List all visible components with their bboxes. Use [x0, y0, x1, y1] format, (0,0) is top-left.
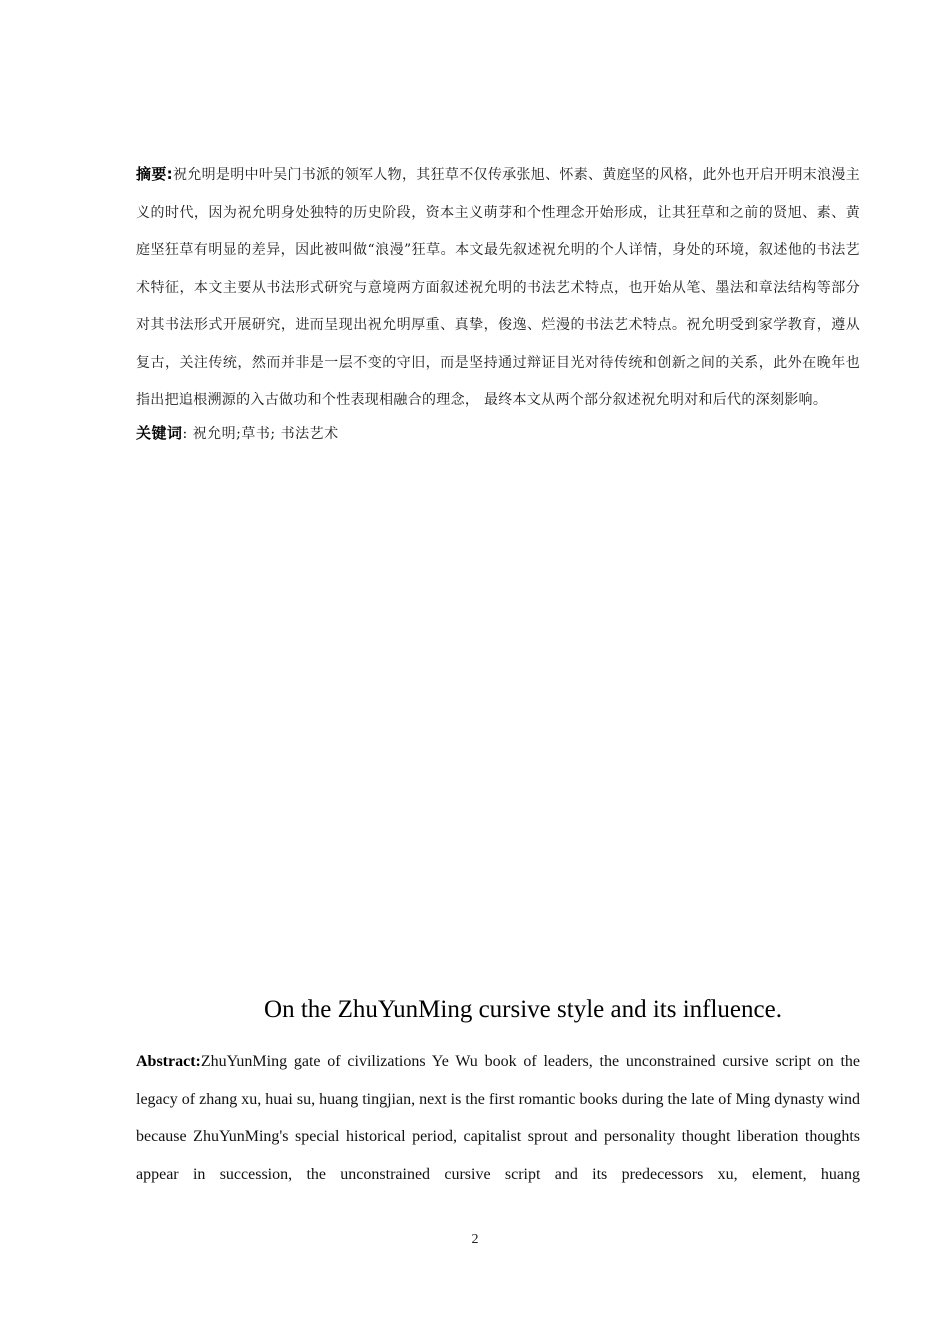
- chinese-abstract-label: 摘要:: [136, 165, 173, 183]
- english-abstract-body: ZhuYunMing gate of civilizations Ye Wu book of leaders, the unconstrained cursive script on the legacy of zhang xu, huai su, huang tingjian, next is the first romantic books during the late of Ming dynasty wind because ZhuYunMing's special historical period, capitalist sprout and personality thought liberation thoughts appear in succession, the unconstrained cursive script and its predecessors xu, element, huang: [136, 1053, 860, 1183]
- english-abstract-label: Abstract:: [136, 1053, 201, 1070]
- english-title: On the ZhuYunMing cursive style and its influence.: [264, 996, 782, 1023]
- chinese-abstract-body: 祝允明是明中叶吴门书派的领军人物，其狂草不仅传承张旭、怀素、黄庭坚的风格，此外也开启开明末浪漫主义的时代，因为祝允明身处独特的历史阶段，资本主义萌芽和个性理念开始形成，让其狂草和之前的贤旭、素、黄庭坚狂草有明显的差异，因此被叫做“浪漫”狂草。本文最先叙述祝允明的个人详情，身处的环境，叙述他的书法艺术特征，本文主要从书法形式研究与意境两方面叙述祝允明的书法艺术特点，也开始从笔、墨法和章法结构等部分对其书法形式开展研究，进而呈现出祝允明厚重、真挚，俊逸、烂漫的书法艺术特点。祝允明受到家学教育，遵从复古，关注传统，然而并非是一层不变的守旧，而是坚持通过辩证目光对待传统和创新之间的关系，此外在晚年也指出把追根溯源的入古做功和个性表现相融合的理念， 最终本文从两个部分叙述祝允明对和后代的深刻影响。: [136, 167, 860, 408]
- chinese-abstract-paragraph: [136, 156, 860, 420]
- chinese-abstract-section: [136, 156, 860, 447]
- english-abstract-paragraph: [136, 1043, 860, 1193]
- page-number: 2: [471, 1232, 479, 1247]
- chinese-keywords-value: 祝允明;草书; 书法艺术: [192, 425, 339, 442]
- chinese-keywords-line: [136, 420, 860, 447]
- chinese-keywords-separator: :: [182, 425, 188, 442]
- english-abstract-section: [136, 1043, 860, 1193]
- chinese-keywords-label: 关键词: [136, 423, 183, 442]
